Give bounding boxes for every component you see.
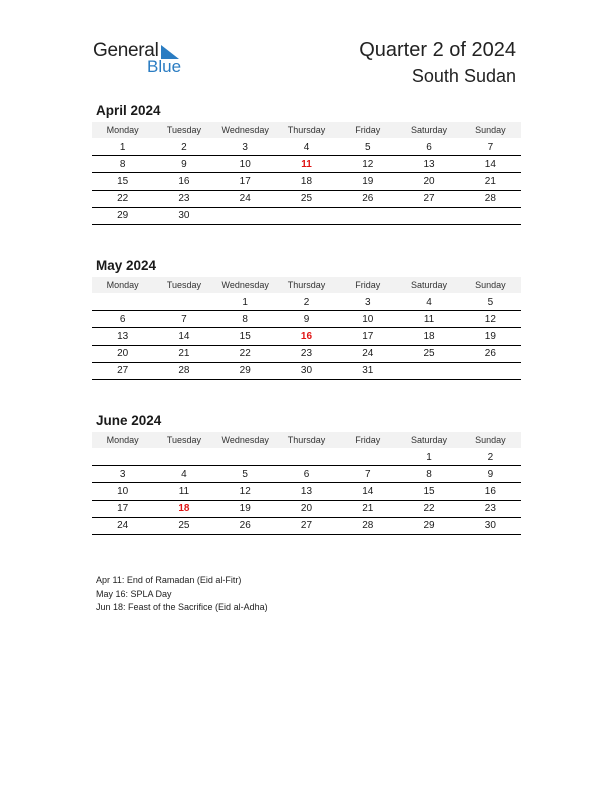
weekday-header: Sunday [460, 432, 521, 448]
weekday-header: Monday [92, 432, 153, 448]
day-cell: 19 [215, 500, 276, 517]
day-cell [92, 449, 153, 466]
day-cell [460, 207, 521, 224]
day-cell: 1 [215, 294, 276, 311]
month-block [92, 258, 521, 380]
day-cell: 1 [92, 139, 153, 156]
day-cell: 15 [215, 328, 276, 345]
weekday-header: Thursday [276, 277, 337, 293]
day-cell: 17 [215, 173, 276, 190]
weekday-header: Friday [337, 277, 398, 293]
day-cell: 9 [460, 466, 521, 483]
logo-word-blue: Blue [147, 57, 182, 76]
day-cell [398, 207, 459, 224]
month-title: May 2024 [96, 258, 157, 273]
holiday-note: Jun 18: Feast of the Sacrifice (Eid al-Adha) [96, 602, 268, 612]
week-row [92, 207, 521, 224]
weekday-header-row [92, 122, 521, 138]
day-cell: 22 [92, 190, 153, 207]
day-cell [153, 449, 214, 466]
day-cell: 1 [398, 449, 459, 466]
day-cell: 26 [460, 345, 521, 362]
day-cell: 28 [153, 362, 214, 379]
month-table [92, 277, 521, 380]
day-cell: 9 [153, 156, 214, 173]
day-cell: 8 [215, 311, 276, 328]
weekday-header: Monday [92, 277, 153, 293]
day-cell: 3 [92, 466, 153, 483]
day-cell: 29 [92, 207, 153, 224]
day-cell: 3 [215, 139, 276, 156]
month-block [92, 103, 521, 225]
day-cell: 2 [460, 449, 521, 466]
week-row [92, 190, 521, 207]
weekday-header-row [92, 432, 521, 448]
day-cell: 17 [92, 500, 153, 517]
month-title: June 2024 [96, 413, 162, 428]
day-cell [398, 362, 459, 379]
week-row [92, 500, 521, 517]
holiday-note: May 16: SPLA Day [96, 588, 172, 599]
month-table [92, 432, 521, 535]
day-cell: 28 [337, 517, 398, 534]
day-cell: 30 [276, 362, 337, 379]
week-row [92, 345, 521, 362]
day-cell: 25 [276, 190, 337, 207]
day-cell: 25 [153, 517, 214, 534]
day-cell: 7 [460, 139, 521, 156]
day-cell: 29 [398, 517, 459, 534]
day-cell: 8 [398, 466, 459, 483]
day-cell [153, 294, 214, 311]
day-cell: 27 [276, 517, 337, 534]
day-cell: 4 [398, 294, 459, 311]
day-cell: 21 [460, 173, 521, 190]
week-row [92, 311, 521, 328]
day-cell: 24 [92, 517, 153, 534]
week-row [92, 173, 521, 190]
day-cell: 16 [153, 173, 214, 190]
day-cell: 9 [276, 311, 337, 328]
day-cell: 15 [398, 483, 459, 500]
day-cell: 25 [398, 345, 459, 362]
day-cell: 22 [398, 500, 459, 517]
day-cell: 22 [215, 345, 276, 362]
day-cell: 2 [276, 294, 337, 311]
weekday-header-row [92, 277, 521, 293]
day-cell: 17 [337, 328, 398, 345]
weekday-header: Wednesday [215, 432, 276, 448]
day-cell: 30 [153, 207, 214, 224]
day-cell: 11 [153, 483, 214, 500]
weekday-header: Friday [337, 432, 398, 448]
day-cell: 28 [460, 190, 521, 207]
day-cell [337, 449, 398, 466]
day-cell: 18 [398, 328, 459, 345]
day-cell: 24 [337, 345, 398, 362]
week-row [92, 466, 521, 483]
weekday-header: Tuesday [153, 122, 214, 138]
day-cell: 23 [460, 500, 521, 517]
day-cell: 13 [398, 156, 459, 173]
page-subtitle: South Sudan [411, 66, 516, 86]
weekday-header: Tuesday [153, 432, 214, 448]
week-row [92, 294, 521, 311]
week-row [92, 328, 521, 345]
weekday-header: Tuesday [153, 277, 214, 293]
month-block [92, 413, 521, 535]
weekday-header: Wednesday [215, 277, 276, 293]
day-cell: 13 [92, 328, 153, 345]
day-cell: 19 [460, 328, 521, 345]
day-cell [276, 449, 337, 466]
week-row [92, 449, 521, 466]
day-cell [215, 207, 276, 224]
day-cell: 21 [337, 500, 398, 517]
day-cell: 27 [92, 362, 153, 379]
weekday-header: Thursday [276, 432, 337, 448]
day-cell: 11 [276, 156, 337, 173]
day-cell: 12 [215, 483, 276, 500]
day-cell: 10 [215, 156, 276, 173]
week-row [92, 362, 521, 379]
day-cell: 7 [337, 466, 398, 483]
holiday-notes [96, 574, 268, 615]
weekday-header: Sunday [460, 277, 521, 293]
generalblue-logo [93, 40, 193, 80]
day-cell: 23 [153, 190, 214, 207]
day-cell: 16 [276, 328, 337, 345]
day-cell: 3 [337, 294, 398, 311]
day-cell: 10 [337, 311, 398, 328]
day-cell: 30 [460, 517, 521, 534]
page-title: Quarter 2 of 2024 [359, 39, 516, 61]
day-cell: 20 [92, 345, 153, 362]
day-cell: 24 [215, 190, 276, 207]
day-cell: 15 [92, 173, 153, 190]
day-cell: 20 [276, 500, 337, 517]
day-cell: 6 [398, 139, 459, 156]
day-cell: 19 [337, 173, 398, 190]
day-cell [92, 294, 153, 311]
day-cell: 8 [92, 156, 153, 173]
weekday-header: Monday [92, 122, 153, 138]
day-cell: 26 [337, 190, 398, 207]
day-cell: 31 [337, 362, 398, 379]
month-table [92, 122, 521, 225]
weekday-header: Thursday [276, 122, 337, 138]
day-cell: 20 [398, 173, 459, 190]
weekday-header: Sunday [460, 122, 521, 138]
day-cell: 6 [92, 311, 153, 328]
weekday-header: Wednesday [215, 122, 276, 138]
day-cell [215, 449, 276, 466]
day-cell: 14 [460, 156, 521, 173]
month-title: April 2024 [96, 103, 161, 118]
day-cell [337, 207, 398, 224]
day-cell: 5 [215, 466, 276, 483]
day-cell: 12 [337, 156, 398, 173]
weekday-header: Friday [337, 122, 398, 138]
day-cell: 29 [215, 362, 276, 379]
day-cell: 14 [337, 483, 398, 500]
day-cell: 18 [276, 173, 337, 190]
day-cell: 16 [460, 483, 521, 500]
day-cell: 23 [276, 345, 337, 362]
day-cell: 4 [153, 466, 214, 483]
day-cell: 4 [276, 139, 337, 156]
day-cell: 14 [153, 328, 214, 345]
day-cell: 2 [153, 139, 214, 156]
weekday-header: Saturday [398, 122, 459, 138]
weekday-header: Saturday [398, 277, 459, 293]
day-cell: 21 [153, 345, 214, 362]
week-row [92, 139, 521, 156]
week-row [92, 483, 521, 500]
day-cell: 5 [460, 294, 521, 311]
day-cell [276, 207, 337, 224]
day-cell [460, 362, 521, 379]
weekday-header: Saturday [398, 432, 459, 448]
day-cell: 11 [398, 311, 459, 328]
day-cell: 13 [276, 483, 337, 500]
day-cell: 12 [460, 311, 521, 328]
day-cell: 10 [92, 483, 153, 500]
week-row [92, 156, 521, 173]
week-row [92, 517, 521, 534]
day-cell: 6 [276, 466, 337, 483]
day-cell: 27 [398, 190, 459, 207]
day-cell: 7 [153, 311, 214, 328]
logo-word-general: General [93, 40, 159, 61]
day-cell: 5 [337, 139, 398, 156]
holiday-note: Apr 11: End of Ramadan (Eid al-Fitr) [96, 575, 242, 585]
day-cell: 18 [153, 500, 214, 517]
day-cell: 26 [215, 517, 276, 534]
